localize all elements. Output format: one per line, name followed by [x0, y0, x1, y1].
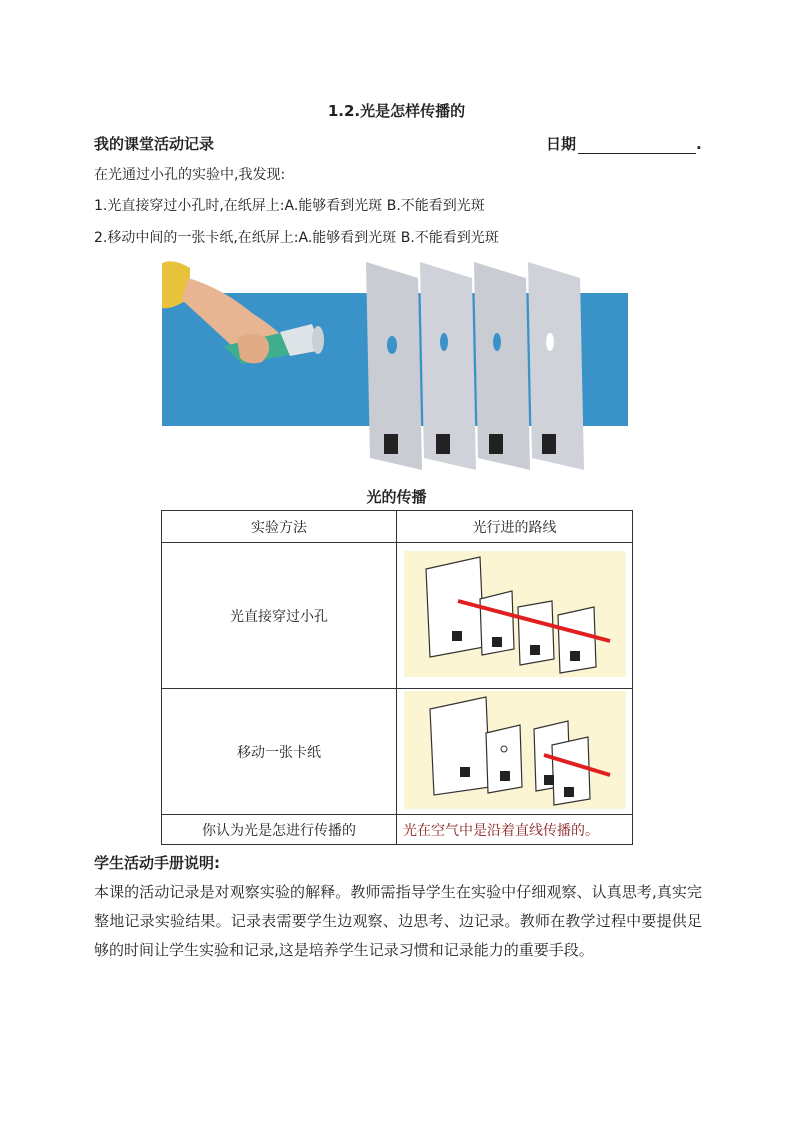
- question-1: 1.光直接穿过小孔时,在纸屏上:A.能够看到光斑 B.不能看到光斑: [94, 198, 485, 214]
- page-title: 1.2.光是怎样传播的: [327, 102, 466, 120]
- table-row: [162, 689, 633, 815]
- record-table: [161, 510, 633, 845]
- table-row: [162, 543, 633, 689]
- table-row: [162, 815, 633, 845]
- hand: [237, 334, 269, 363]
- date-blank[interactable]: [578, 139, 696, 154]
- question-2: 2.移动中间的一张卡纸,在纸屏上:A.能够看到光斑 B.不能看到光斑: [94, 230, 499, 246]
- date-label: 日期: [546, 135, 577, 153]
- method-cell: 移动一张卡纸: [162, 689, 397, 815]
- table-header-row: [162, 511, 633, 543]
- route-diagram-cell: [397, 689, 633, 815]
- record-heading: 我的课堂活动记录: [94, 135, 215, 153]
- route-diagram-straight: [404, 551, 626, 677]
- answer-cell: 光在空气中是沿着直线传播的。: [397, 815, 633, 845]
- notes-body: 本课的活动记录是对观察实验的解释。教师需指导学生在实验中仔细观察、认真思考,真实完整地记录实验结果。记录表需要学生边观察、边思考、边记录。教师在教学过程中要提供足够的时间让学生实验和记录,这是培养学生记录习惯和记录能力的重要手段。: [94, 883, 702, 959]
- notes-heading: 学生活动手册说明:: [94, 854, 220, 872]
- header-route: 光行进的路线: [397, 511, 633, 543]
- experiment-photo: [162, 258, 628, 470]
- date-end: .: [696, 135, 702, 153]
- method-cell: 光直接穿过小孔: [162, 543, 397, 689]
- route-diagram-cell: [397, 543, 633, 689]
- header-method: 实验方法: [162, 511, 397, 543]
- route-diagram-blocked: [404, 691, 626, 809]
- table-caption: 光的传播: [366, 488, 427, 506]
- card-1: [366, 262, 422, 470]
- card-3: [474, 262, 530, 470]
- card-4: [528, 262, 584, 470]
- question-cell: 你认为光是怎进行传播的: [162, 815, 397, 845]
- date-field: [546, 133, 702, 154]
- card-2: [420, 262, 476, 470]
- intro-text: 在光通过小孔的实验中,我发现:: [94, 167, 286, 183]
